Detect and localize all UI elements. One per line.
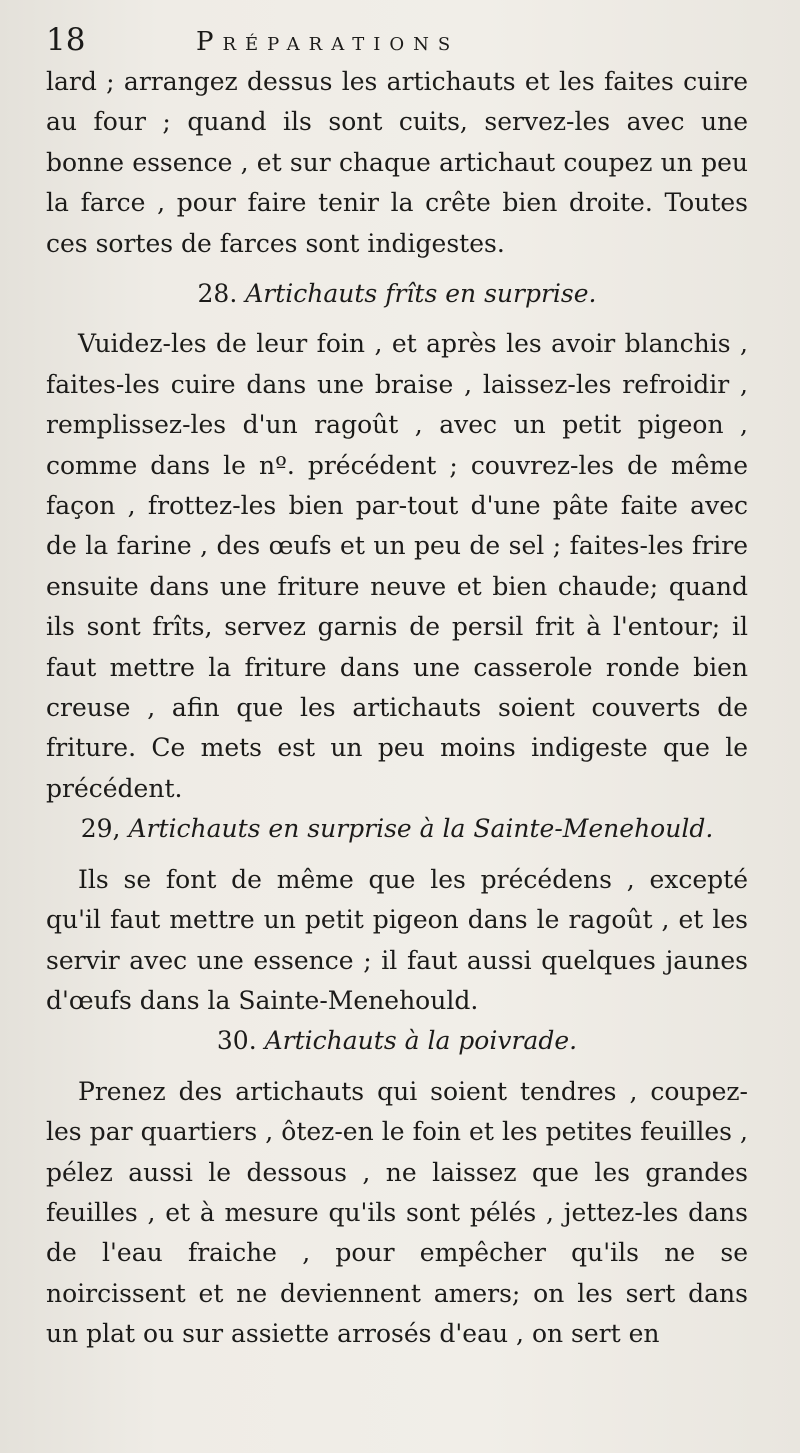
- section-heading-28: [46, 274, 748, 314]
- section-number: 28.: [197, 279, 238, 309]
- section-heading-29: [46, 809, 748, 849]
- section-number: 30.: [216, 1026, 257, 1056]
- paragraph-continued: lard ; arrangez dessus les artichauts et les faites cuire au four ; quand ils sont cuits, servez-les avec une bonne essence , et sur chaque artichaut coupez un peu la farce , pour faire tenir la crête bien droite. Toutes ces sortes de farces sont indigestes.: [46, 67, 748, 258]
- page-number: 18: [46, 22, 86, 58]
- running-head: Préparations: [196, 27, 460, 57]
- section-text-29: Ils se font de même que les précédens , excepté qu'il faut mettre un petit pigeon dans le ragoût , et les servir avec une essence ; il faut aussi quelques jaunes d'œufs dans la Sainte-Menehould.: [46, 864, 748, 1015]
- page-text: [46, 22, 748, 1355]
- section-number: 29,: [80, 814, 121, 844]
- section-text-30: Prenez des artichauts qui soient tendres , coupez-les par quartiers , ôtez-en le foin et les petites feuilles , pélez aussi le dessous , ne laissez que les grandes feuilles , et à mesure qu'ils sont pélés , jettez-les dans de l'eau fraiche , pour empêcher qu'ils ne se noircissent et ne deviennent amers; on les sert dans un plat ou sur assiette arrosés d'eau , on sert en: [46, 1076, 748, 1349]
- section-title: Artichauts à la poivrade.: [264, 1026, 578, 1056]
- section-heading-30: [46, 1021, 748, 1061]
- section-title: Artichauts frîts en surprise.: [245, 279, 597, 309]
- section-text-28: Vuidez-les de leur foin , et après les avoir blanchis , faites-les cuire dans une braise , laissez-les refroidir , remplissez-les d'un ragoût , avec un petit pigeon , comme dans le nº. précédent ; couvrez-les de même façon , frottez-les bien par-tout d'une pâte faite avec de la farine , des œufs et un peu de sel ; faites-les frire ensuite dans une friture neuve et bien chaude; quand ils sont frîts, servez garnis de persil frit à l'entour; il faut mettre la friture dans une casserole ronde bien creuse , afin que les artichauts soient couverts de friture. Ce mets est un peu moins indigeste que le précédent.: [46, 329, 748, 803]
- page-header: [46, 22, 748, 62]
- section-title: Artichauts en surprise à la Sainte-Menehould.: [128, 814, 714, 844]
